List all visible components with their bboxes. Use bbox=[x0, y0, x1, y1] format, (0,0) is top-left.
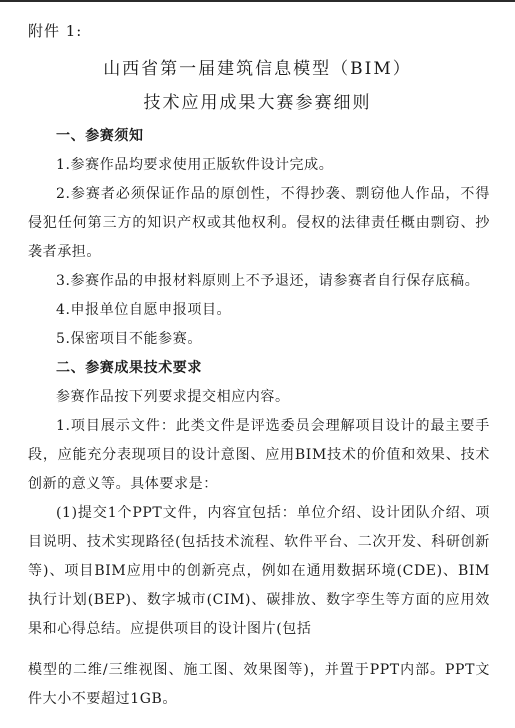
paragraph: 1.参赛作品均要求使用正版软件设计完成。 bbox=[56, 157, 334, 173]
paragraph: 参赛作品按下列要求提交相应内容。 bbox=[56, 389, 290, 405]
section-heading-1: 一、参赛须知 bbox=[56, 128, 144, 144]
paragraph: 模型的二维/三维视图、施工图、效果图等)，并置于PPT内部。PPT文件大小不要超过1GB。 bbox=[28, 662, 490, 707]
paragraph: 4.申报单位自愿申报项目。 bbox=[56, 302, 232, 318]
document-body bbox=[28, 122, 490, 714]
paragraph: 3.参赛作品的申报材料原则上不予退还，请参赛者自行保存底稿。 bbox=[56, 273, 480, 289]
top-rule bbox=[0, 0, 515, 2]
document-title-line1: 山西省第一届建筑信息模型（BIM） bbox=[103, 59, 412, 79]
paragraph: (1)提交1个PPT文件，内容宜包括：单位介绍、设计团队介绍、项目说明、技术实现路径(包括技术流程、软件平台、二次开发、科研创新等)、项目BIM应用中的创新亮点，例如在通用数据环境(CDE)、BIM执行计划(BEP)、数字城市(CIM)、碳排放、数字孪生等方面的应用效果和心得总结。应提供项目的设计图片(包括 bbox=[28, 505, 490, 637]
section-heading-2: 二、参赛成果技术要求 bbox=[56, 360, 202, 376]
paragraph: 2.参赛者必须保证作品的原创性，不得抄袭、剽窃他人作品，不得侵犯任何第三方的知识产权或其他权利。侵权的法律责任概由剽窃、抄袭者承担。 bbox=[28, 186, 490, 260]
attachment-label: 附件 1: bbox=[28, 22, 83, 40]
document-title-line2: 技术应用成果大赛参赛细则 bbox=[143, 93, 372, 113]
paragraph: 5.保密项目不能参赛。 bbox=[56, 331, 202, 347]
page-gap bbox=[28, 644, 490, 656]
paragraph: 1.项目展示文件：此类文件是评选委员会理解项目设计的最主要手段，应能充分表现项目的设计意图、应用BIM技术的价值和效果、技术创新的意义等。具体要求是： bbox=[28, 418, 490, 492]
